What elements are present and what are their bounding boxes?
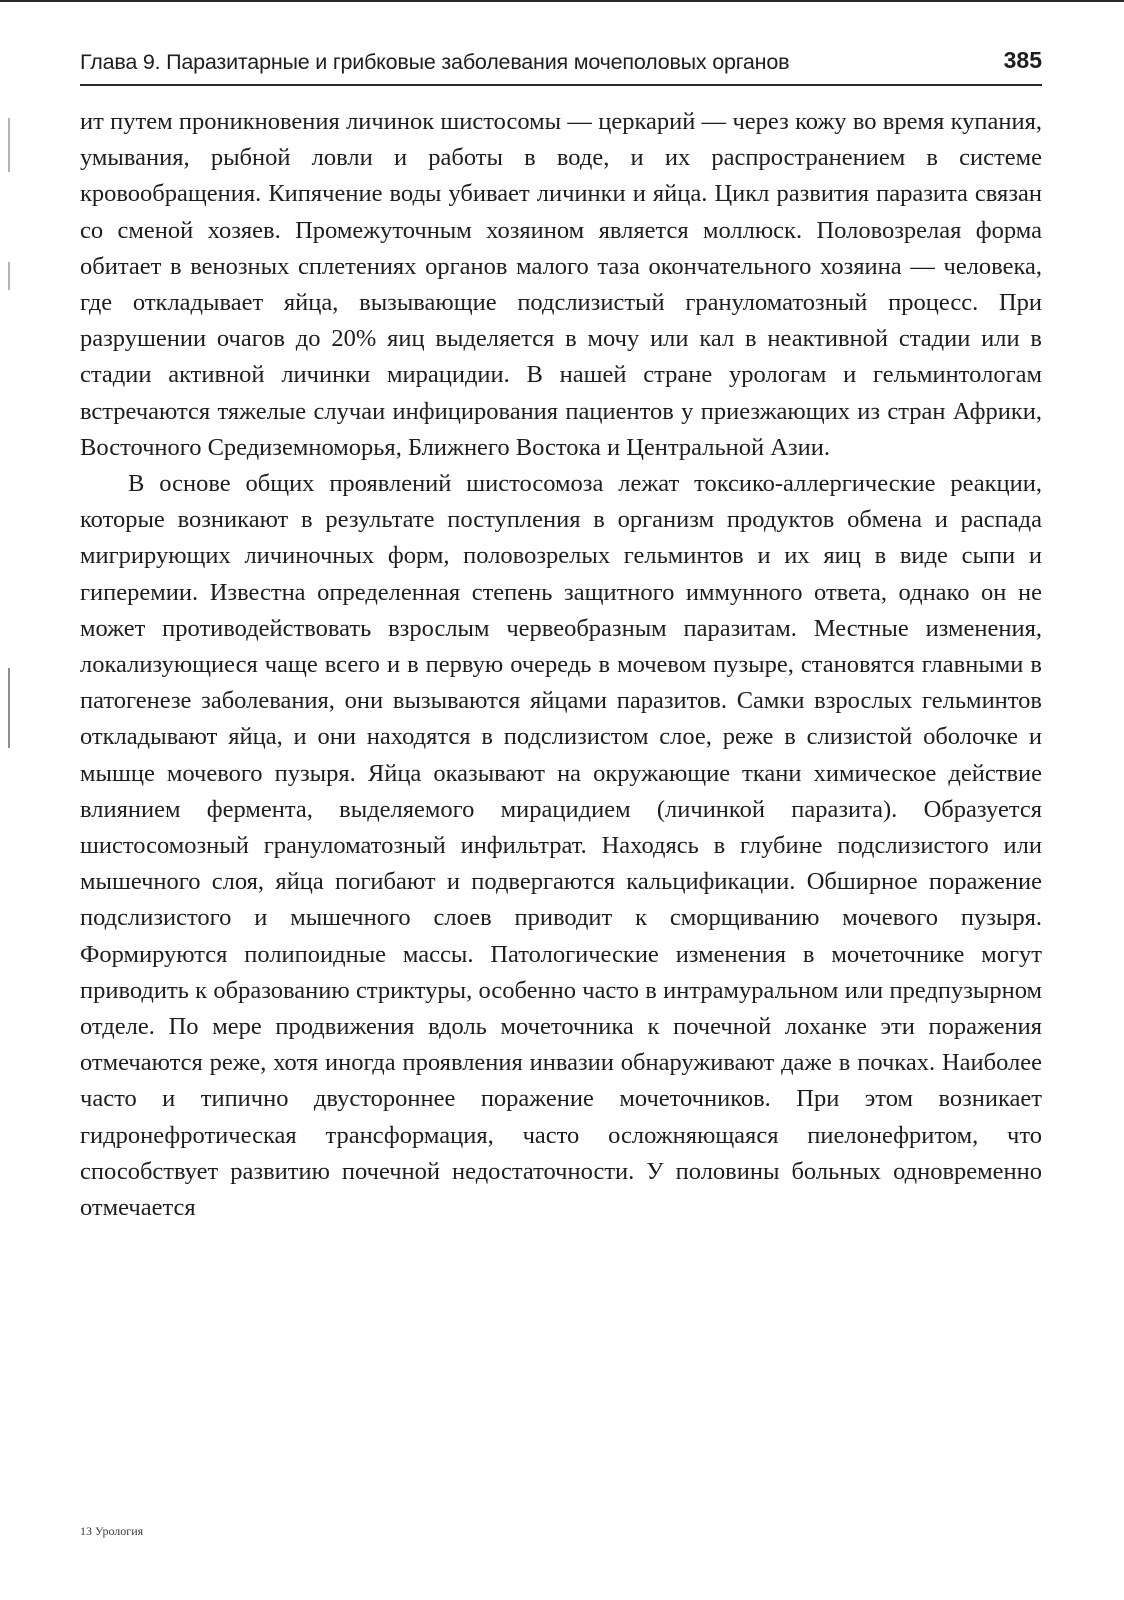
scan-margin-mark xyxy=(8,668,10,748)
paragraph: ит путем проникновения личинок шистосомы — церкарий — через кожу во время купания, умывания, рыбной ловли и работы в воде, и их распространением в системе кровообращения. Кипячение воды убивает личинки и яйца. Цикл развития паразита связан со сменой хозяев. Промежуточным хозяином является моллюск. Половозрелая форма обитает в венозных сплетениях органов малого таза окончательного хозяина — человека, где откладывает яйца, вызывающие подслизистый грануломатозный процесс. При разрушении очагов до 20% яиц выделяется в мочу или кал в неактивной стадии или в стадии активной личинки мирацидии. В нашей стране урологам и гельминтологам встречаются тяжелые случаи инфицирования пациентов у приезжающих из стран Африки, Восточного Средиземноморья, Ближнего Востока и Центральной Азии. xyxy=(80,108,1042,461)
body-text xyxy=(80,104,1042,1226)
running-header xyxy=(80,44,1042,86)
page-number: 385 xyxy=(1003,47,1042,73)
signature-mark: 13 Урология xyxy=(80,1524,144,1538)
chapter-title: Глава 9. Паразитарные и грибковые заболевания мочеполовых органов xyxy=(80,50,790,74)
scan-margin-mark xyxy=(8,118,10,172)
scan-margin-mark xyxy=(8,262,10,290)
top-border-line xyxy=(0,0,1124,2)
paragraph: В основе общих проявлений шистосомоза лежат токсико-аллергические реакции, которые возникают в результате поступления в организм продуктов обмена и распада мигрирующих личиночных форм, половозрелых гельминтов и их яиц в виде сыпи и гиперемии. Известна определенная степень защитного иммунного ответа, однако он не может противодействовать взрослым червеобразным паразитам. Местные изменения, локализующиеся чаще всего и в первую очередь в мочевом пузыре, становятся главными в патогенезе заболевания, они вызываются яйцами паразитов. Самки взрослых гельминтов откладывают яйца, и они находятся в подслизистом слое, реже в слизистой оболочке и мышце мочевого пузыря. Яйца оказывают на окружающие ткани химическое действие влиянием фермента, выделяемого мирацидием (личинкой паразита). Образуется шистосомозный грануломатозный инфильтрат. Находясь в глубине подслизистого или мышечного слоя, яйца погибают и подвергаются кальцификации. Обширное поражение подслизистого и мышечного слоев приводит к сморщиванию мочевого пузыря. Формируются полипоидные массы. Патологические изменения в мочеточнике могут приводить к образованию стриктуры, особенно часто в интрамуральном или предпузырном отделе. По мере продвижения вдоль мочеточника к почечной лоханке эти поражения отмечаются реже, хотя иногда проявления инвазии обнаруживают даже в почках. Наиболее часто и типично двустороннее поражение мочеточников. При этом возникает гидронефротическая трансформация, часто осложняющаяся пиелонефритом, что способствует развитию почечной недостаточности. У половины больных одновременно отмечается xyxy=(80,470,1042,1222)
